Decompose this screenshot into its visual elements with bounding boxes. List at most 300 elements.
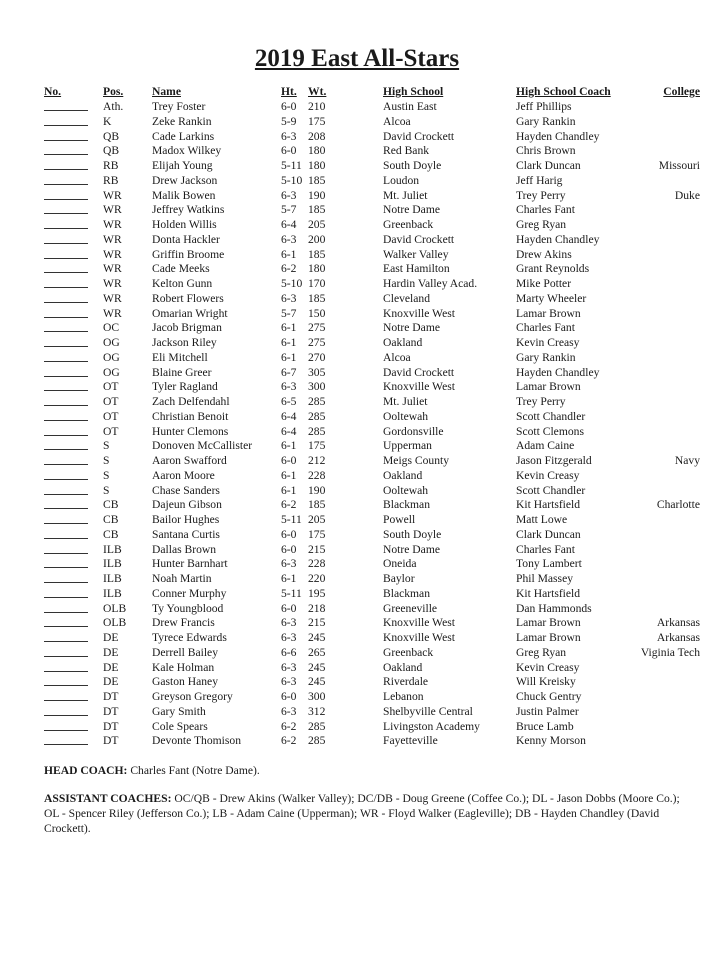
- table-row: [0, 114, 714, 129]
- number-blank-line: [44, 272, 88, 273]
- table-row: [0, 158, 714, 173]
- player-height: 6-6: [281, 645, 297, 659]
- player-name: Drew Jackson: [152, 173, 218, 187]
- table-row: [0, 719, 714, 734]
- number-blank-line: [44, 479, 88, 480]
- player-high-school: Baylor: [383, 572, 415, 585]
- player-high-school: Oakland: [383, 660, 423, 674]
- player-weight: 185: [308, 203, 326, 217]
- number-blank-line: [44, 656, 88, 657]
- player-coach: Lamar Brown: [516, 616, 581, 630]
- player-high-school: Fayetteville: [383, 734, 438, 748]
- player-coach: Kenny Morson: [516, 734, 586, 748]
- player-height: 6-2: [281, 498, 297, 512]
- player-high-school: Notre Dame: [383, 542, 440, 556]
- player-name: Cade Larkins: [152, 129, 215, 143]
- player-high-school: Meigs County: [383, 454, 450, 467]
- player-coach: Kit Hartsfield: [516, 586, 581, 600]
- player-height: 6-3: [281, 660, 297, 674]
- number-blank-line: [44, 390, 88, 391]
- player-name: Tyrece Edwards: [152, 631, 227, 644]
- player-high-school: East Hamilton: [383, 262, 450, 276]
- player-coach: Kit Hartsfield: [516, 498, 581, 512]
- player-position: Ath.: [103, 100, 124, 113]
- player-height: 5-7: [281, 306, 297, 320]
- player-weight: 208: [308, 129, 326, 143]
- player-position: DE: [103, 660, 119, 674]
- player-high-school: Hardin Valley Acad.: [383, 277, 478, 290]
- player-name: Derrell Bailey: [152, 645, 218, 659]
- number-blank-line: [44, 169, 88, 170]
- player-coach: Drew Akins: [516, 247, 572, 261]
- player-college: Duke: [674, 188, 700, 202]
- player-high-school: Greeneville: [383, 601, 438, 615]
- player-height: 5-10: [281, 173, 303, 187]
- player-high-school: Austin East: [383, 100, 437, 113]
- player-high-school: Red Bank: [383, 144, 430, 158]
- player-position: ILB: [103, 542, 122, 556]
- table-row: [0, 483, 714, 498]
- player-height: 6-2: [281, 734, 297, 748]
- player-name: Aaron Moore: [152, 468, 215, 482]
- player-height: 6-3: [281, 188, 297, 202]
- player-position: WR: [103, 262, 122, 276]
- player-weight: 150: [308, 306, 326, 320]
- header-college: College: [663, 85, 700, 98]
- table-row: [0, 173, 714, 188]
- player-height: 6-0: [281, 690, 297, 703]
- player-high-school: Notre Dame: [383, 321, 440, 335]
- player-name: Jackson Riley: [152, 336, 217, 349]
- number-blank-line: [44, 449, 88, 450]
- player-coach: Jeff Harig: [516, 173, 563, 187]
- player-name: Gary Smith: [152, 704, 206, 718]
- player-weight: 190: [308, 483, 326, 497]
- player-position: OG: [103, 336, 120, 349]
- number-blank-line: [44, 287, 88, 288]
- number-blank-line: [44, 420, 88, 421]
- player-high-school: Ooltewah: [383, 409, 429, 423]
- player-high-school: Knoxville West: [383, 631, 455, 644]
- player-coach: Kevin Creasy: [516, 660, 580, 674]
- player-coach: Kevin Creasy: [516, 336, 580, 349]
- player-position: QB: [103, 129, 120, 143]
- player-name: Kelton Gunn: [152, 277, 213, 290]
- player-name: Conner Murphy: [152, 586, 227, 600]
- player-height: 6-0: [281, 454, 297, 467]
- player-height: 6-0: [281, 542, 297, 556]
- player-weight: 275: [308, 336, 326, 349]
- player-position: DE: [103, 631, 119, 644]
- number-blank-line: [44, 626, 88, 627]
- assistant-coaches-value: OC/QB - Drew Akins (Walker Valley); DC/DB - Doug Greene (Coffee Co.); DL - Jason Dobbs (Moore Co.); OL - Spencer Riley (Jefferson Co.); LB - Adam Caine (Upperman); WR - Floyd Walker (Eagleville); DB - Hayden Chandley (David Crockett).: [44, 792, 680, 835]
- player-height: 6-1: [281, 439, 297, 453]
- number-blank-line: [44, 331, 88, 332]
- table-row: [0, 512, 714, 527]
- number-blank-line: [44, 671, 88, 672]
- table-row: [0, 660, 714, 675]
- number-blank-line: [44, 494, 88, 495]
- player-weight: 185: [308, 173, 326, 187]
- player-high-school: Blackman: [383, 586, 431, 600]
- table-row: [0, 497, 714, 512]
- player-coach: Phil Massey: [516, 572, 574, 585]
- player-name: Cole Spears: [152, 719, 208, 733]
- player-high-school: David Crockett: [383, 232, 455, 246]
- player-college: Arkansas: [656, 631, 700, 644]
- player-high-school: Riverdale: [383, 675, 429, 689]
- player-weight: 180: [308, 144, 326, 158]
- player-position: WR: [103, 291, 122, 305]
- player-position: OT: [103, 424, 119, 438]
- player-high-school: Loudon: [383, 173, 420, 187]
- player-weight: 175: [308, 439, 326, 453]
- player-coach: Matt Lowe: [516, 513, 568, 526]
- player-coach: Tony Lambert: [516, 557, 582, 571]
- player-height: 5-11: [281, 159, 302, 172]
- player-position: WR: [103, 232, 122, 246]
- table-row: [0, 615, 714, 630]
- number-blank-line: [44, 685, 88, 686]
- player-position: ILB: [103, 572, 122, 585]
- number-blank-line: [44, 228, 88, 229]
- player-name: Christian Benoit: [152, 409, 229, 423]
- header-name: Name: [152, 85, 181, 98]
- player-weight: 215: [308, 542, 326, 556]
- player-coach: Charles Fant: [516, 321, 575, 335]
- player-weight: 185: [308, 247, 326, 261]
- player-coach: Hayden Chandley: [516, 365, 600, 379]
- player-height: 5-11: [281, 513, 302, 526]
- player-high-school: Oakland: [383, 468, 423, 482]
- player-weight: 215: [308, 616, 326, 630]
- player-name: Drew Francis: [152, 616, 215, 630]
- player-position: WR: [103, 218, 122, 231]
- number-blank-line: [44, 744, 88, 745]
- player-weight: 180: [308, 262, 326, 276]
- player-college: Navy: [674, 454, 700, 467]
- table-row: [0, 645, 714, 660]
- table-row: [0, 291, 714, 306]
- table-row: [0, 571, 714, 586]
- player-coach: Kevin Creasy: [516, 468, 580, 482]
- player-name: Holden Willis: [152, 218, 217, 231]
- player-coach: Greg Ryan: [516, 218, 567, 231]
- player-height: 6-2: [281, 262, 297, 276]
- table-row: [0, 527, 714, 542]
- player-weight: 285: [308, 734, 326, 748]
- player-coach: Scott Chandler: [516, 409, 586, 423]
- player-high-school: Lebanon: [383, 690, 424, 703]
- player-weight: 190: [308, 188, 326, 202]
- player-height: 6-3: [281, 631, 297, 644]
- number-blank-line: [44, 405, 88, 406]
- player-position: DT: [103, 719, 119, 733]
- player-weight: 180: [308, 159, 326, 172]
- player-name: Dajeun Gibson: [152, 498, 222, 512]
- player-high-school: Oneida: [383, 557, 417, 571]
- number-blank-line: [44, 243, 88, 244]
- player-college: Viginia Tech: [640, 645, 700, 659]
- player-high-school: David Crockett: [383, 365, 455, 379]
- player-name: Omarian Wright: [152, 306, 228, 320]
- player-weight: 200: [308, 232, 326, 246]
- player-high-school: Powell: [383, 513, 416, 526]
- player-height: 6-0: [281, 144, 297, 158]
- header-coach: High School Coach: [516, 85, 611, 98]
- table-row: [0, 424, 714, 439]
- table-row: [0, 733, 714, 748]
- player-name: Donoven McCallister: [152, 439, 253, 453]
- player-high-school: Greenback: [383, 218, 434, 231]
- player-high-school: South Doyle: [383, 527, 442, 541]
- player-name: Hunter Clemons: [152, 424, 229, 438]
- table-row: [0, 188, 714, 203]
- player-high-school: Alcoa: [383, 350, 411, 364]
- player-weight: 300: [308, 690, 326, 703]
- player-name: Cade Meeks: [152, 262, 210, 276]
- player-high-school: Oakland: [383, 336, 423, 349]
- table-row: [0, 365, 714, 380]
- player-coach: Jeff Phillips: [516, 100, 572, 113]
- header-pos: Pos.: [103, 85, 124, 98]
- player-position: WR: [103, 306, 122, 320]
- player-height: 6-3: [281, 616, 297, 630]
- table-row: [0, 99, 714, 114]
- player-high-school: Mt. Juliet: [383, 395, 428, 408]
- number-blank-line: [44, 523, 88, 524]
- player-height: 6-1: [281, 247, 297, 261]
- player-name: Gaston Haney: [152, 675, 219, 689]
- number-blank-line: [44, 199, 88, 200]
- column-header-row: [0, 84, 714, 99]
- player-weight: 228: [308, 468, 326, 482]
- number-blank-line: [44, 376, 88, 377]
- player-college: Arkansas: [656, 616, 700, 630]
- table-row: [0, 143, 714, 158]
- player-coach: Chuck Gentry: [516, 690, 582, 703]
- table-row: [0, 261, 714, 276]
- player-position: WR: [103, 203, 122, 217]
- number-blank-line: [44, 346, 88, 347]
- player-height: 6-3: [281, 129, 297, 143]
- player-weight: 285: [308, 395, 326, 408]
- player-position: OG: [103, 365, 120, 379]
- number-blank-line: [44, 538, 88, 539]
- table-row: [0, 556, 714, 571]
- player-name: Malik Bowen: [152, 188, 216, 202]
- table-row: [0, 586, 714, 601]
- player-coach: Mike Potter: [516, 277, 572, 290]
- player-high-school: South Doyle: [383, 159, 442, 172]
- table-row: [0, 129, 714, 144]
- player-position: S: [103, 483, 110, 497]
- player-high-school: Knoxville West: [383, 616, 455, 630]
- player-coach: Jason Fitzgerald: [516, 454, 592, 467]
- player-weight: 185: [308, 498, 326, 512]
- player-name: Jacob Brigman: [152, 321, 222, 335]
- player-height: 6-3: [281, 675, 297, 689]
- number-blank-line: [44, 597, 88, 598]
- table-row: [0, 453, 714, 468]
- number-blank-line: [44, 125, 88, 126]
- player-name: Robert Flowers: [152, 291, 224, 305]
- player-height: 5-10: [281, 277, 303, 290]
- table-row: [0, 350, 714, 365]
- player-weight: 305: [308, 365, 326, 379]
- player-height: 6-1: [281, 350, 297, 364]
- table-row: [0, 276, 714, 291]
- player-position: DE: [103, 645, 119, 659]
- player-height: 6-4: [281, 218, 297, 231]
- number-blank-line: [44, 582, 88, 583]
- number-blank-line: [44, 508, 88, 509]
- head-coach-label: HEAD COACH:: [44, 764, 128, 777]
- player-high-school: Shelbyville Central: [383, 704, 473, 718]
- player-name: Kale Holman: [152, 660, 215, 674]
- table-row: [0, 674, 714, 689]
- player-high-school: Ooltewah: [383, 483, 429, 497]
- player-weight: 175: [308, 114, 326, 128]
- player-weight: 285: [308, 409, 326, 423]
- player-college: Charlotte: [656, 498, 700, 512]
- player-height: 6-0: [281, 527, 297, 541]
- player-position: RB: [103, 173, 119, 187]
- table-row: [0, 542, 714, 557]
- player-weight: 195: [308, 586, 326, 600]
- player-height: 6-3: [281, 704, 297, 718]
- player-high-school: Knoxville West: [383, 380, 455, 394]
- player-position: WR: [103, 277, 122, 290]
- player-weight: 205: [308, 218, 326, 231]
- table-row: [0, 601, 714, 616]
- assistant-coaches-label: ASSISTANT COACHES:: [44, 792, 172, 805]
- player-high-school: Knoxville West: [383, 306, 455, 320]
- player-name: Jeffrey Watkins: [152, 203, 225, 217]
- number-blank-line: [44, 317, 88, 318]
- player-height: 6-1: [281, 483, 297, 497]
- player-position: OT: [103, 409, 119, 423]
- player-name: Griffin Broome: [152, 247, 225, 261]
- player-position: OLB: [103, 601, 127, 615]
- player-coach: Lamar Brown: [516, 306, 581, 320]
- player-height: 6-1: [281, 468, 297, 482]
- player-height: 6-0: [281, 100, 297, 113]
- player-name: Zach Delfendahl: [152, 395, 230, 408]
- player-name: Aaron Swafford: [152, 454, 227, 467]
- number-blank-line: [44, 553, 88, 554]
- player-position: CB: [103, 498, 119, 512]
- player-college: Missouri: [658, 159, 700, 172]
- player-height: 6-3: [281, 380, 297, 394]
- player-position: DT: [103, 734, 119, 748]
- player-coach: Hayden Chandley: [516, 232, 600, 246]
- table-row: [0, 335, 714, 350]
- player-name: Devonte Thomison: [152, 734, 241, 748]
- player-position: OG: [103, 350, 120, 364]
- player-weight: 218: [308, 601, 326, 615]
- player-weight: 275: [308, 321, 326, 335]
- player-position: ILB: [103, 557, 122, 571]
- player-name: Zeke Rankin: [152, 114, 212, 128]
- number-blank-line: [44, 464, 88, 465]
- player-position: ILB: [103, 586, 122, 600]
- player-name: Bailor Hughes: [152, 513, 220, 526]
- table-row: [0, 217, 714, 232]
- player-position: OT: [103, 380, 119, 394]
- player-position: OLB: [103, 616, 127, 630]
- player-coach: Gary Rankin: [516, 114, 576, 128]
- number-blank-line: [44, 567, 88, 568]
- player-coach: Chris Brown: [516, 144, 576, 158]
- table-row: [0, 394, 714, 409]
- header-high-school: High School: [383, 85, 444, 98]
- player-high-school: Alcoa: [383, 114, 411, 128]
- player-coach: Scott Clemons: [516, 424, 584, 438]
- number-blank-line: [44, 154, 88, 155]
- number-blank-line: [44, 700, 88, 701]
- player-high-school: Cleveland: [383, 291, 431, 305]
- player-coach: Justin Palmer: [516, 704, 579, 718]
- player-high-school: Blackman: [383, 498, 431, 512]
- number-blank-line: [44, 140, 88, 141]
- number-blank-line: [44, 258, 88, 259]
- player-height: 6-1: [281, 336, 297, 349]
- player-position: RB: [103, 159, 119, 172]
- number-blank-line: [44, 730, 88, 731]
- player-position: S: [103, 454, 110, 467]
- player-coach: Charles Fant: [516, 203, 575, 217]
- player-height: 6-4: [281, 409, 297, 423]
- number-blank-line: [44, 184, 88, 185]
- table-row: [0, 438, 714, 453]
- player-name: Greyson Gregory: [152, 690, 233, 703]
- page-title: 2019 East All-Stars: [254, 45, 460, 72]
- number-blank-line: [44, 213, 88, 214]
- player-position: DT: [103, 690, 119, 703]
- table-row: [0, 689, 714, 704]
- player-high-school: Livingston Academy: [383, 719, 480, 733]
- player-height: 6-3: [281, 291, 297, 305]
- assistant-coaches-line: [44, 791, 694, 836]
- table-row: [0, 379, 714, 394]
- player-height: 6-1: [281, 321, 297, 335]
- player-height: 6-7: [281, 365, 297, 379]
- player-weight: 245: [308, 660, 326, 674]
- header-ht: Ht.: [281, 85, 297, 98]
- player-coach: Scott Chandler: [516, 483, 586, 497]
- header-wt: Wt.: [308, 85, 327, 98]
- player-coach: Bruce Lamb: [516, 719, 574, 733]
- player-position: CB: [103, 527, 119, 541]
- table-row: [0, 468, 714, 483]
- player-position: K: [103, 114, 112, 128]
- player-name: Hunter Barnhart: [152, 557, 228, 571]
- player-height: 6-0: [281, 601, 297, 615]
- player-coach: Dan Hammonds: [516, 601, 592, 615]
- player-coach: Clark Duncan: [516, 159, 581, 172]
- player-weight: 212: [308, 454, 326, 467]
- number-blank-line: [44, 612, 88, 613]
- player-weight: 210: [308, 100, 326, 113]
- player-coach: Hayden Chandley: [516, 129, 600, 143]
- player-height: 5-11: [281, 586, 302, 600]
- player-name: Tyler Ragland: [152, 380, 218, 394]
- number-blank-line: [44, 641, 88, 642]
- player-weight: 185: [308, 291, 326, 305]
- player-weight: 220: [308, 572, 326, 585]
- player-position: DE: [103, 675, 119, 689]
